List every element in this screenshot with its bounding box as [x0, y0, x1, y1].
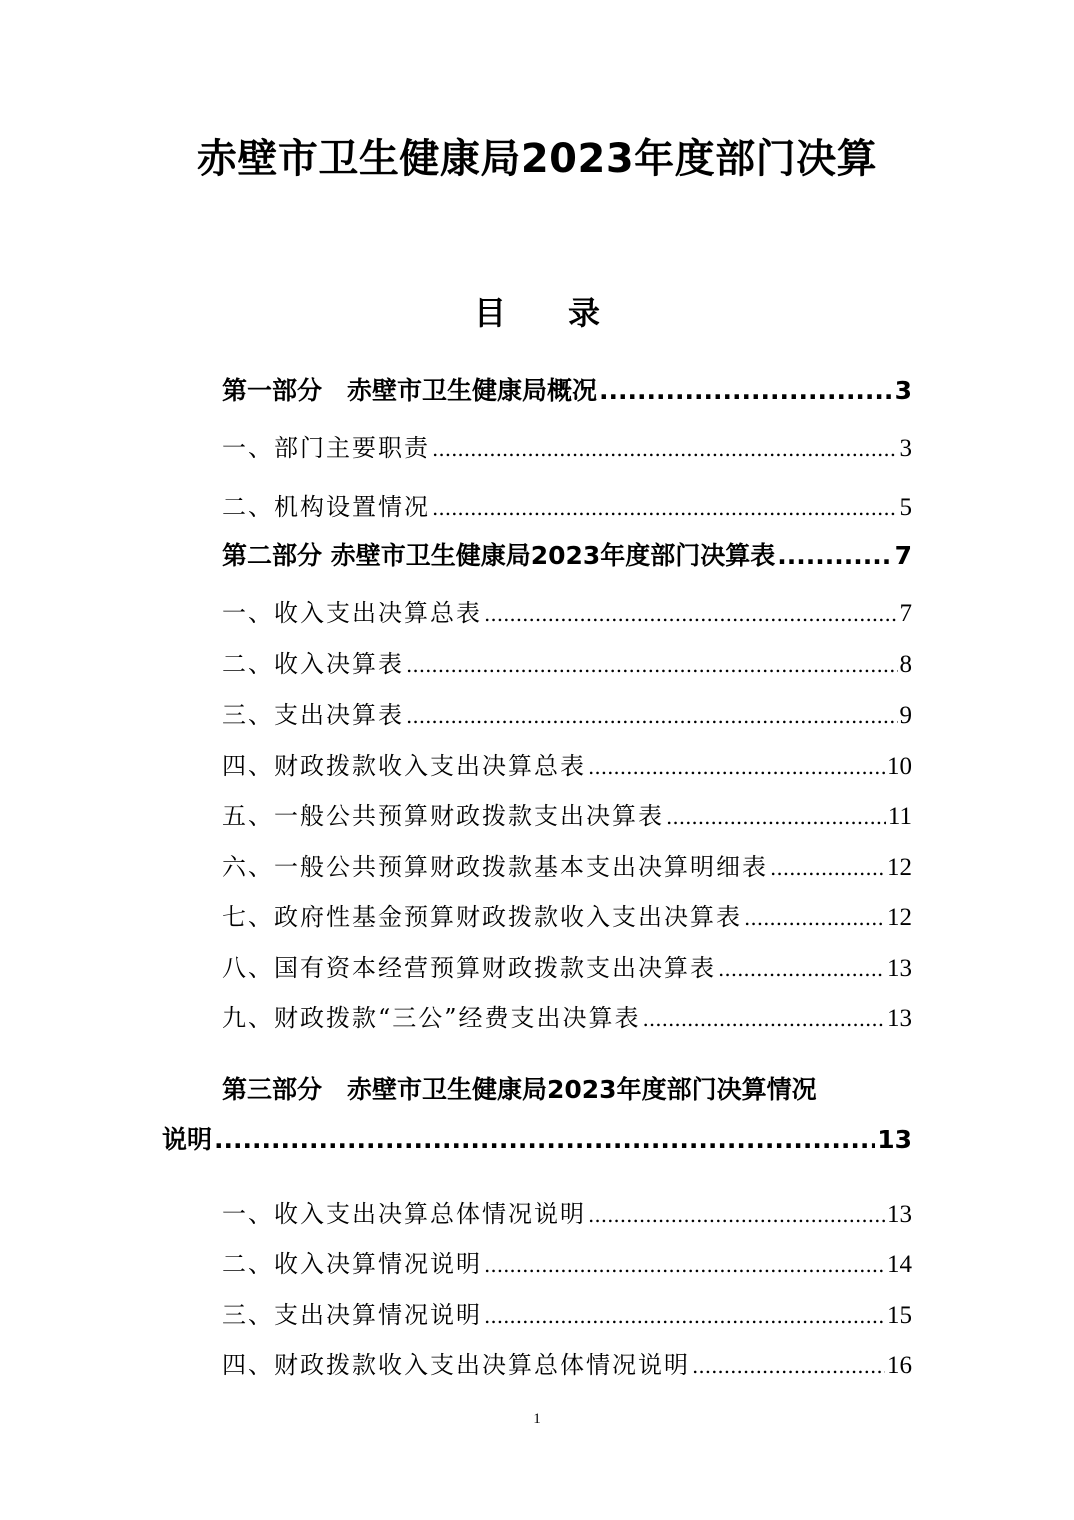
document-title: 赤壁市卫生健康局2023年度部门决算	[196, 136, 878, 182]
toc-part-2-page: 7	[894, 541, 912, 570]
toc-item-page: 5	[899, 494, 912, 521]
toc-item[interactable]	[222, 949, 912, 987]
toc-item-label: 一、收入支出决算总体情况说明	[222, 1200, 586, 1228]
toc-item[interactable]	[222, 696, 912, 734]
toc-item[interactable]	[222, 747, 912, 785]
toc-part-3-label-line1[interactable]: 第三部分 赤壁市卫生健康局2023年度部门决算情况	[222, 1075, 817, 1104]
toc-item-label: 四、财政拨款收入支出决算总表	[222, 752, 586, 780]
toc-leader-dots	[406, 697, 898, 735]
toc-part-1[interactable]	[222, 372, 912, 410]
toc-item-label: 二、收入决算表	[222, 650, 404, 678]
toc-heading-second-char: 录	[568, 294, 601, 332]
toc-item-page: 12	[887, 904, 912, 931]
toc-item-label: 六、一般公共预算财政拨款基本支出决算明细表	[222, 853, 768, 881]
toc-item[interactable]	[222, 645, 912, 683]
toc-item-page: 12	[887, 854, 912, 881]
toc-item-label: 五、一般公共预算财政拨款支出决算表	[222, 802, 664, 830]
toc-item[interactable]	[222, 1245, 912, 1283]
toc-item-page: 11	[887, 803, 912, 830]
toc-item-label: 三、支出决算表	[222, 701, 404, 729]
toc-item-label: 四、财政拨款收入支出决算总体情况说明	[222, 1351, 690, 1379]
toc-leader-dots	[599, 372, 893, 410]
toc-item-label: 二、机构设置情况	[222, 493, 430, 521]
toc-item[interactable]	[222, 594, 912, 632]
toc-item-page: 9	[899, 702, 912, 729]
toc-item-label: 三、支出决算情况说明	[222, 1301, 482, 1329]
toc-leader-dots	[770, 849, 885, 887]
toc-leader-dots	[718, 950, 885, 988]
toc-item-page: 15	[887, 1302, 912, 1329]
toc-item-label: 九、财政拨款“三公”经费支出决算表	[222, 1004, 641, 1032]
toc-leader-dots	[214, 1121, 875, 1159]
toc-leader-dots	[777, 537, 892, 575]
toc-item[interactable]	[222, 797, 912, 835]
toc-leader-dots	[484, 1246, 885, 1284]
toc-item[interactable]	[222, 999, 912, 1037]
toc-item-label: 一、收入支出决算总表	[222, 599, 482, 627]
toc-item-page: 10	[887, 753, 912, 780]
toc-part-2-label: 第二部分 赤壁市卫生健康局2023年度部门决算表	[222, 541, 776, 570]
toc-item-page: 7	[899, 600, 912, 627]
toc-part-1-label: 第一部分 赤壁市卫生健康局概况	[222, 376, 598, 405]
toc-item-page: 3	[899, 435, 912, 462]
toc-leader-dots	[643, 1000, 885, 1038]
toc-item-page: 13	[887, 1201, 912, 1228]
page-number: 1	[533, 1411, 541, 1427]
toc-leader-dots	[666, 798, 886, 836]
toc-item[interactable]	[222, 1346, 912, 1384]
toc-item-page: 16	[887, 1352, 912, 1379]
toc-item-label: 七、政府性基金预算财政拨款收入支出决算表	[222, 903, 742, 931]
toc-leader-dots	[484, 595, 898, 633]
toc-leader-dots	[484, 1297, 885, 1335]
toc-part-3-page: 13	[877, 1125, 912, 1154]
toc-part-1-page: 3	[894, 376, 912, 405]
toc-leader-dots	[588, 748, 885, 786]
toc-item[interactable]	[222, 1296, 912, 1334]
toc-item[interactable]	[222, 898, 912, 936]
toc-part-2[interactable]	[222, 537, 912, 575]
toc-part-3-label-line2: 说明	[162, 1125, 213, 1154]
toc-item[interactable]	[222, 1195, 912, 1233]
toc-heading	[0, 290, 1074, 336]
toc-item-page: 14	[887, 1251, 912, 1278]
toc-leader-dots	[432, 430, 898, 468]
toc-leader-dots	[588, 1196, 885, 1234]
toc-leader-dots	[406, 646, 898, 684]
toc-item[interactable]	[222, 488, 912, 526]
toc-leader-dots	[692, 1347, 885, 1385]
toc-item[interactable]	[222, 848, 912, 886]
toc-leader-dots	[744, 899, 885, 937]
toc-item-page: 13	[887, 1005, 912, 1032]
toc-item-label: 二、收入决算情况说明	[222, 1250, 482, 1278]
toc-heading-first-char: 目	[473, 294, 506, 332]
toc-item-label: 八、国有资本经营预算财政拨款支出决算表	[222, 954, 716, 982]
toc-leader-dots	[432, 489, 898, 527]
toc-item-page: 13	[887, 955, 912, 982]
toc-item-page: 8	[899, 651, 912, 678]
toc-item[interactable]	[222, 429, 912, 467]
toc-item-label: 一、部门主要职责	[222, 434, 430, 462]
toc-part-3[interactable]	[162, 1121, 912, 1159]
